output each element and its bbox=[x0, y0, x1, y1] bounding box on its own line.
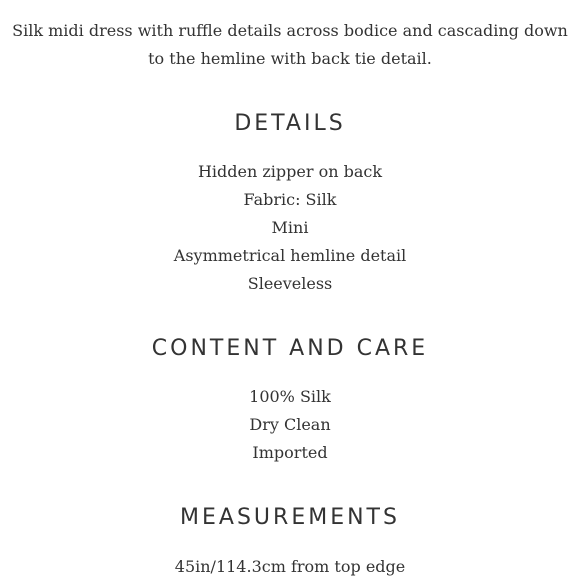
content-and-care-item: 100% Silk bbox=[249, 387, 331, 406]
details-heading: DETAILS bbox=[234, 111, 346, 136]
details-item: Mini bbox=[271, 218, 309, 237]
details-list bbox=[0, 158, 580, 298]
details-item: Fabric: Silk bbox=[243, 190, 337, 209]
measurements-heading: MEASUREMENTS bbox=[180, 505, 400, 530]
details-item: Asymmetrical hemline detail bbox=[173, 246, 407, 265]
content-and-care-heading: CONTENT AND CARE bbox=[151, 336, 429, 361]
content-and-care-item: Dry Clean bbox=[249, 415, 331, 434]
product-description-line-2: to the hemline with back tie detail. bbox=[148, 49, 432, 68]
details-item: Hidden zipper on back bbox=[197, 162, 383, 181]
content-and-care-item: Imported bbox=[252, 443, 328, 462]
details-item: Sleeveless bbox=[247, 274, 333, 293]
content-and-care-list bbox=[0, 383, 580, 467]
measurements-item: 45in/114.3cm from top edge bbox=[174, 557, 406, 576]
product-description-line-1: Silk midi dress with ruffle details across bodice and cascading down bbox=[12, 21, 568, 40]
product-description bbox=[0, 17, 580, 73]
measurements-list bbox=[0, 553, 580, 581]
